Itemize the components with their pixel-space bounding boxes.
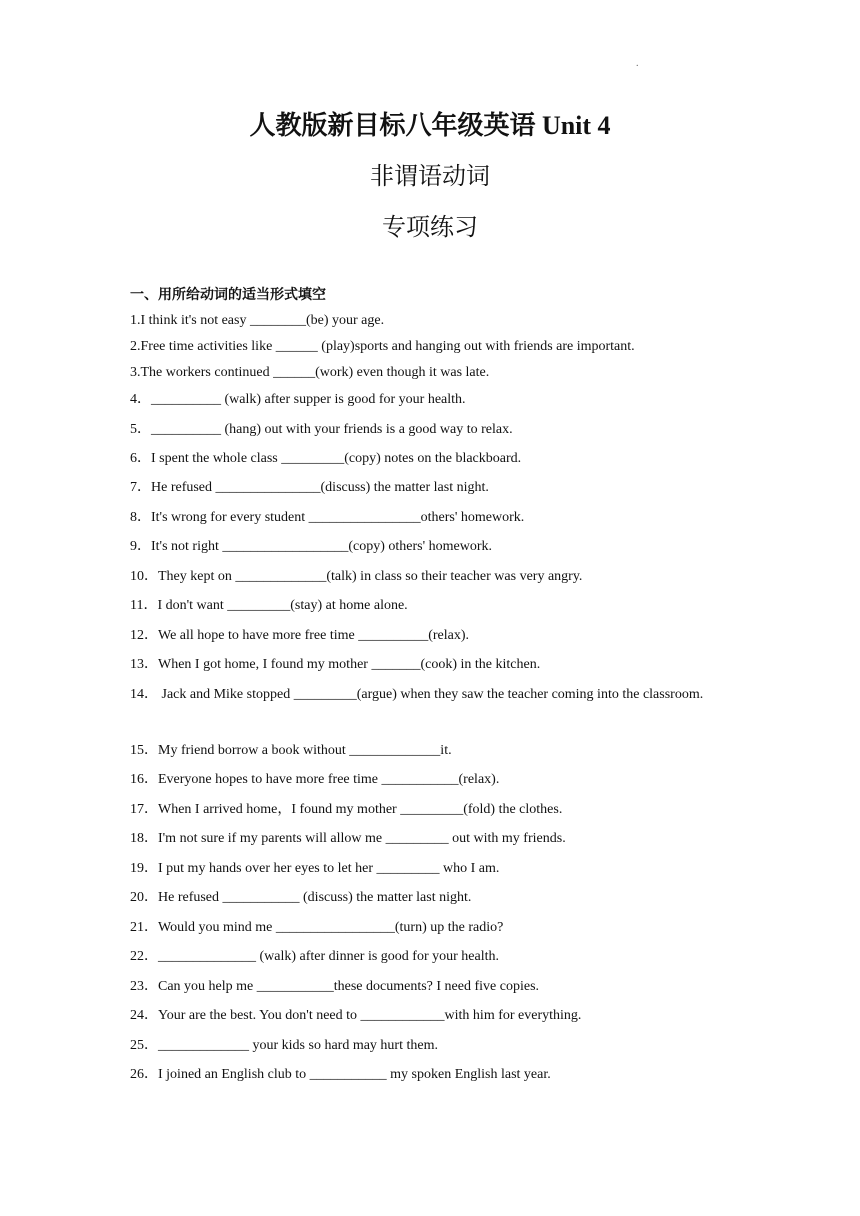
- question-item: 13．When I got home, I found my mother _______(cook) in the kitchen.: [130, 657, 541, 672]
- question-item: 1.I think it's not easy ________(be) your age.: [130, 313, 385, 328]
- question-item: 9．It's not right __________________(copy) others' homework.: [130, 539, 493, 554]
- question-item: 7．He refused _______________(discuss) the matter last night.: [130, 480, 489, 495]
- question-item: 6．I spent the whole class _________(copy) notes on the blackboard.: [130, 451, 522, 466]
- question-item: 10．They kept on _____________(talk) in class so their teacher was very angry.: [130, 569, 583, 584]
- question-item: 14． Jack and Mike stopped _________(argue) when they saw the teacher coming into the classroom.: [130, 687, 704, 702]
- document-title: [0, 100, 860, 253]
- question-item: 17．When I arrived home，I found my mother _________(fold) the clothes.: [130, 802, 563, 817]
- question-item: 19．I put my hands over her eyes to let her _________ who I am.: [130, 861, 500, 876]
- question-item: 8．It's wrong for every student ________________others' homework.: [130, 510, 525, 525]
- question-item: 12．We all hope to have more free time __________(relax).: [130, 628, 470, 643]
- question-item: 11．I don't want _________(stay) at home alone.: [130, 598, 408, 613]
- question-item: 25．_____________ your kids so hard may hurt them.: [130, 1038, 438, 1053]
- question-item: 24．Your are the best. You don't need to ____________with him for everything.: [130, 1008, 582, 1023]
- section-heading: 一、用所给动词的适当形式填空: [130, 287, 326, 303]
- page-marker: .: [636, 58, 639, 69]
- question-item: 21．Would you mind me _________________(turn) up the radio?: [130, 920, 504, 935]
- question-item: 26．I joined an English club to ___________ my spoken English last year.: [130, 1067, 551, 1082]
- question-item: 18．I'm not sure if my parents will allow me _________ out with my friends.: [130, 831, 566, 846]
- question-item: 15．My friend borrow a book without _____________it.: [130, 743, 452, 758]
- question-item: 20．He refused ___________ (discuss) the matter last night.: [130, 890, 472, 905]
- title-line-2: 非谓语动词: [370, 162, 490, 190]
- title-line-3: 专项练习: [382, 213, 478, 241]
- question-item: 22．______________ (walk) after dinner is good for your health.: [130, 949, 499, 964]
- question-item: 4．__________ (walk) after supper is good for your health.: [130, 392, 466, 407]
- title-line-1: 人教版新目标八年级英语 Unit 4: [249, 111, 611, 140]
- question-item: 2.Free time activities like ______ (play)sports and hanging out with friends are important.: [130, 339, 635, 354]
- question-item: 16．Everyone hopes to have more free time ___________(relax).: [130, 772, 500, 787]
- question-item: 3.The workers continued ______(work) even though it was late.: [130, 365, 490, 380]
- question-item: 23．Can you help me ___________these documents? I need five copies.: [130, 979, 540, 994]
- question-item: 5．__________ (hang) out with your friends is a good way to relax.: [130, 422, 513, 437]
